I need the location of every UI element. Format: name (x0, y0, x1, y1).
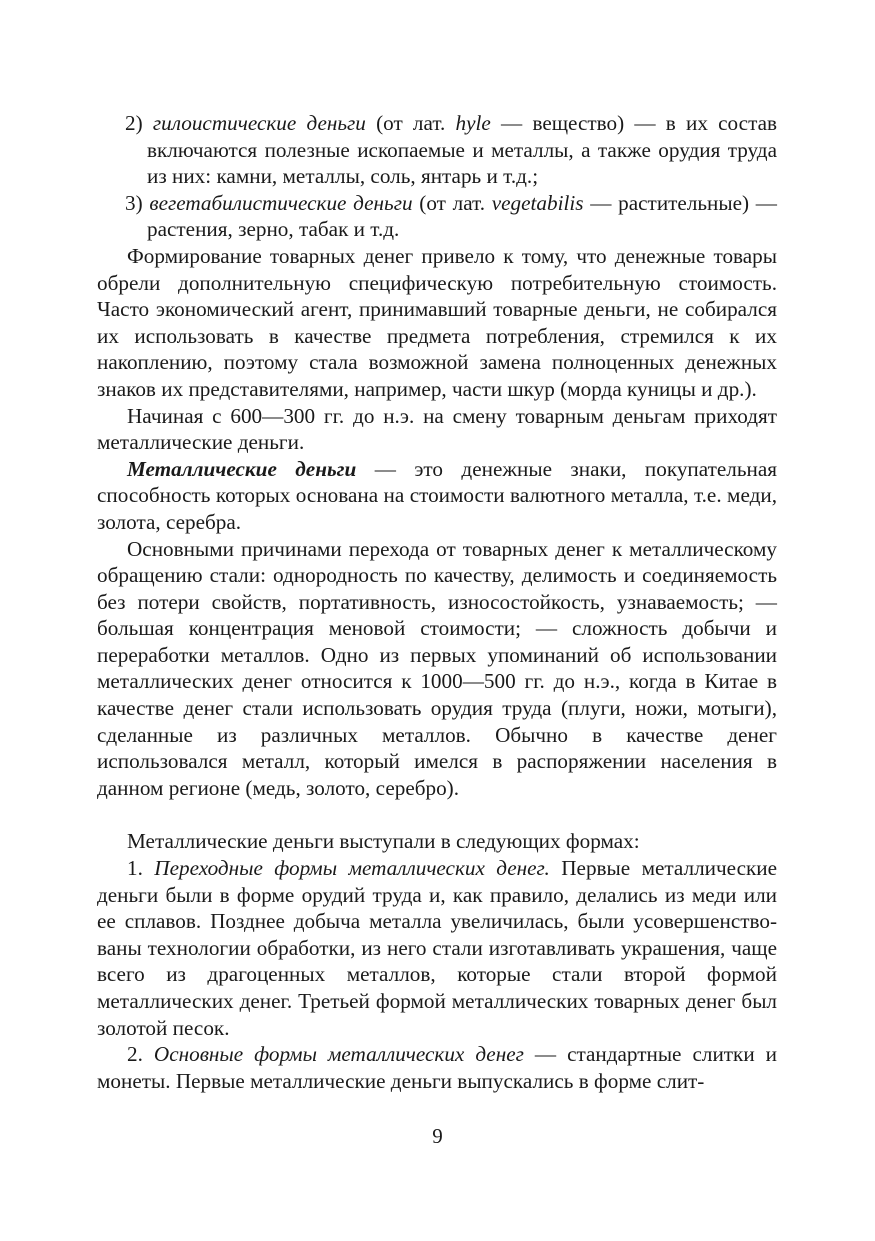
paragraph-reasons: Основными причинами перехода от товарных денег к металлическому обращению стали: однородность по качеству, делимость и соединяемость без потери свойств, портативность, износостойкость, узнаваемость; — большая концентрация меновой стоимости; — сложность добычи и переработки металлов. Одно из первых упоминаний об использовании металлических денег относится к 1000—500 гг. до н.э., когда в Китае в качестве денег стали использовать орудия труда (плуги, ножи, мотыги), сделанные из различных металлов. Обычно в качестве денег использовался металл, который имелся в распоряжении населения в данном регионе (медь, золото, серебро). (97, 536, 777, 800)
latin-word: hyle (455, 111, 491, 135)
term-bold-italic: Металлические деньги (127, 456, 357, 481)
page-body (97, 110, 777, 1094)
text: — вещество) — в их состав включаются полезные ископаемые и металлы, а также орудия труда из них: камни, металлы, соль, янтарь и т.д.; (147, 111, 777, 189)
text: — растительные) — растения, зерно, табак и т.д. (147, 190, 777, 242)
latin-word: vegetabilis (491, 190, 584, 215)
list-number: 3) (125, 190, 150, 215)
paragraph-transitional-forms (97, 855, 777, 1041)
term-italic: Переходные формы металлических денег. (154, 856, 550, 881)
list-item-vegetabilistic (97, 190, 777, 243)
text: (от лат. (412, 190, 492, 215)
text: (от лат. (365, 111, 456, 135)
page-number: 9 (432, 1124, 443, 1148)
list-item-gyloistic (97, 110, 777, 190)
list-number: 2. (127, 1042, 154, 1067)
term-italic: Основные формы металлических денег (153, 1042, 524, 1067)
list-number: 1. (127, 856, 155, 881)
text: — стандартные слитки и монеты. Первые металлические деньги выпускались в форме слит- (97, 1042, 778, 1093)
term-italic: вегетабилистические деньги (149, 190, 413, 215)
paragraph-forms-intro: Металлические деньги выступали в следующих формах: (127, 829, 640, 854)
spacer (97, 801, 777, 828)
paragraph-metal-money-definition (97, 456, 777, 536)
term-italic: гилоистические деньги (152, 111, 366, 135)
paragraph-commodity-money: Формирование товарных денег привело к тому, что денежные товары обрели дополнительную специфическую потребительную стоимость. Часто экономический агент, принимавший товарные деньги, не собирался их использовать в качестве предмета потребления, стремился к их накоплению, поэтому стала возможной замена полноценных денежных знаков их представителями, например, части шкур (морда куницы и др.). (97, 243, 777, 401)
paragraph-main-forms (97, 1041, 777, 1094)
text: — это денежные знаки, покупательная способность которых основана на стоимости валютного металла, т.е. меди, золота, серебра. (97, 456, 777, 534)
text: Первые металлические деньги были в форме орудий труда и, как правило, делались из меди или ее сплавов. Позднее добыча металла увеличилась, были усовершенствованы технологии обработки, из него стали изготавливать украшения, чаще всего из драгоценных металлов, которые стали второй формой металлических денег. Третьей формой металлических товарных денег был золотой песок. (97, 856, 778, 1040)
paragraph-transition: Начиная с 600—300 гг. до н.э. на смену товарным деньгам приходят металлические деньги. (97, 403, 777, 455)
list-number: 2) (125, 111, 153, 135)
